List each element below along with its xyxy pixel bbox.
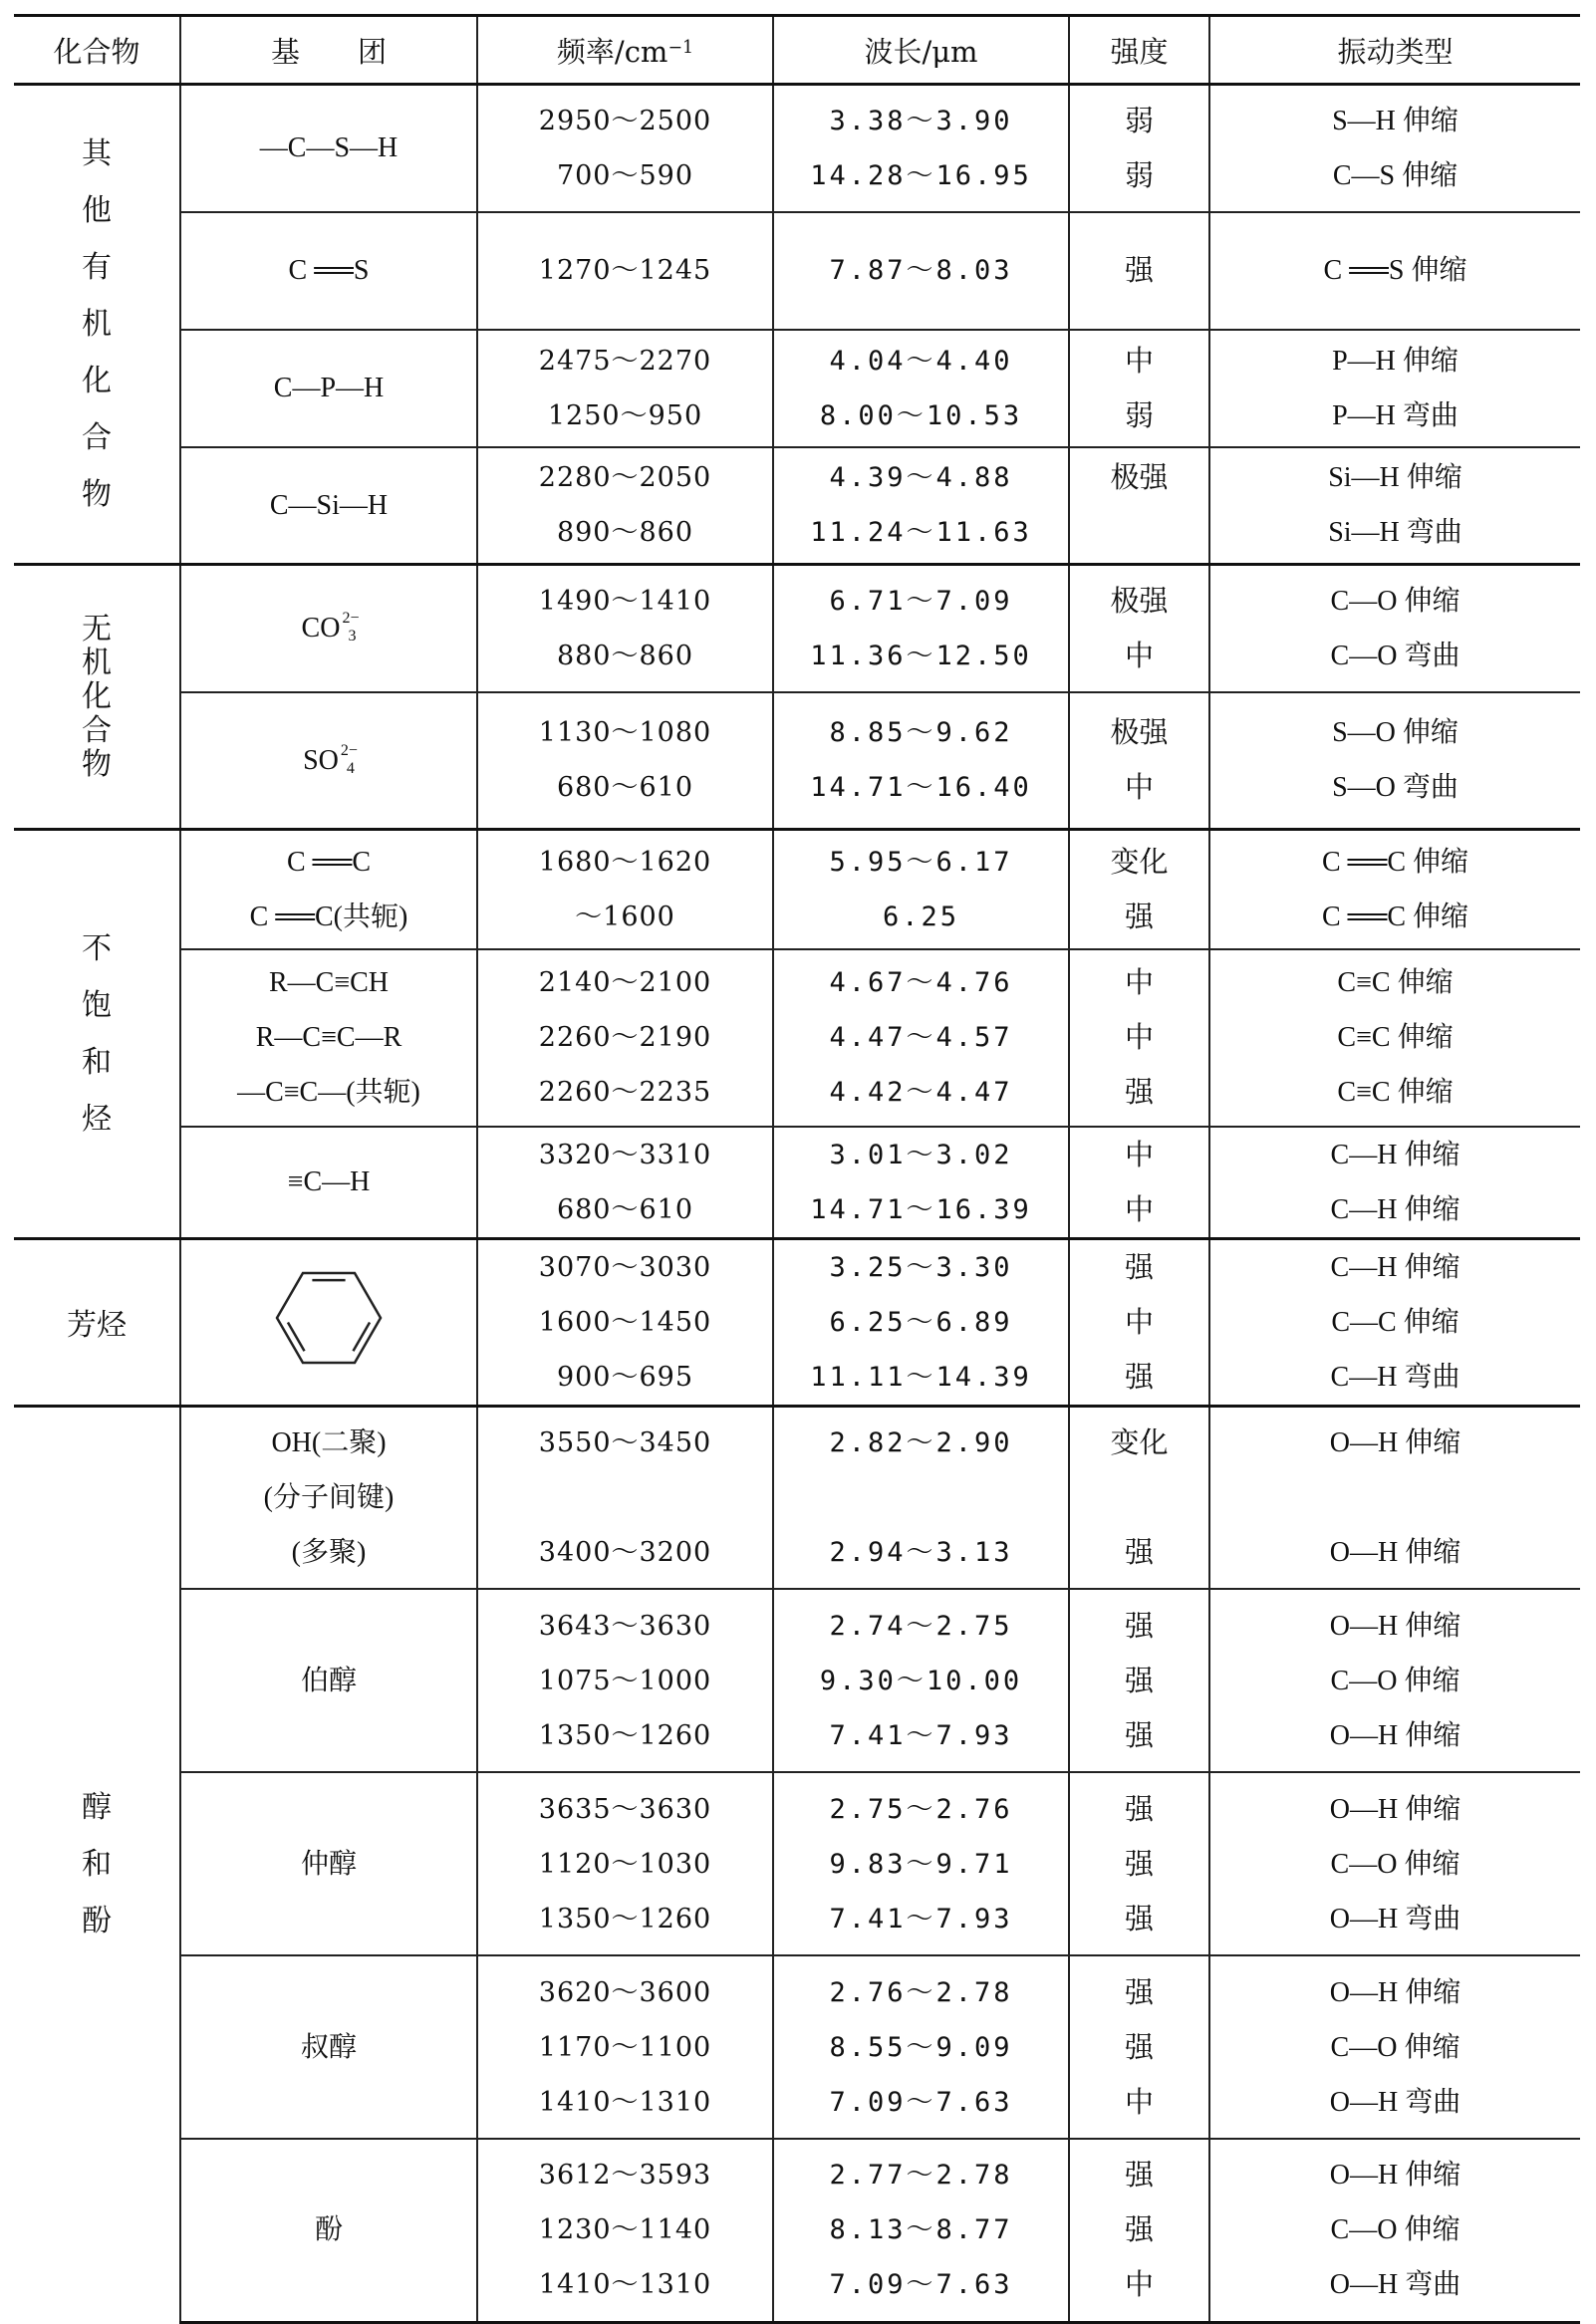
vibration-value: C≡C 伸缩 bbox=[1337, 1077, 1454, 1108]
vibration-value: C≡C 伸缩 bbox=[1337, 967, 1454, 998]
vibration-value: C—H 伸缩 bbox=[1330, 1139, 1461, 1170]
intensity-cell bbox=[1069, 85, 1209, 212]
wavelength-value: 7.09～7.63 bbox=[829, 2086, 1013, 2118]
functional-group bbox=[180, 212, 477, 330]
group-line: R—C≡C—R bbox=[255, 1022, 402, 1053]
vibration-cell bbox=[1209, 692, 1580, 830]
ion-charge: 2− bbox=[340, 741, 358, 759]
category-label: 不饱和烃 bbox=[82, 930, 112, 1137]
wavelength-value: 2.75～2.76 bbox=[829, 1793, 1013, 1825]
intensity-value: 中 bbox=[1124, 965, 1154, 999]
frequency-value: 890～860 bbox=[556, 517, 694, 549]
intensity-cell bbox=[1069, 212, 1209, 330]
frequency-value: 2140～2100 bbox=[538, 967, 712, 998]
intensity-value: 强 bbox=[1124, 1974, 1154, 2009]
header-intensity: 强度 bbox=[1069, 16, 1209, 85]
functional-group bbox=[180, 1589, 477, 1772]
intensity-cell bbox=[1069, 565, 1209, 692]
vibration-value: C—S 伸缩 bbox=[1332, 159, 1459, 191]
category-alcohol-phenol bbox=[14, 1406, 180, 2322]
intensity-value: 中 bbox=[1124, 1304, 1154, 1339]
frequency-value: 900～695 bbox=[556, 1361, 694, 1393]
wavelength-value: 2.76～2.78 bbox=[829, 1976, 1013, 2008]
wavelength-value: 8.85～9.62 bbox=[829, 717, 1013, 749]
wavelength-value: 4.04～4.40 bbox=[829, 345, 1013, 377]
vibration-value: C—O 伸缩 bbox=[1330, 585, 1461, 617]
wavelength-value: 9.30～10.00 bbox=[819, 1665, 1023, 1696]
frequency-value: 2260～2235 bbox=[538, 1077, 712, 1108]
frequency-value: 1120～1030 bbox=[538, 1848, 712, 1880]
intensity-cell bbox=[1069, 1589, 1209, 1772]
intensity-value bbox=[1070, 505, 1208, 560]
category-unsaturated-hydrocarbon bbox=[14, 830, 180, 1239]
table-row bbox=[14, 1238, 1580, 1406]
wavelength-cell bbox=[773, 330, 1069, 447]
wavelength-cell bbox=[773, 692, 1069, 830]
group-line: C ══C(共轭) bbox=[249, 901, 408, 932]
frequency-value: 700～590 bbox=[556, 159, 694, 191]
functional-group bbox=[180, 1406, 477, 1589]
category-label: 无机化合物 bbox=[82, 611, 112, 782]
vibration-value: O—H 伸缩 bbox=[1329, 1976, 1462, 2008]
wavelength-value: 11.36～12.50 bbox=[810, 640, 1032, 671]
wavelength-value: 2.77～2.78 bbox=[829, 2160, 1013, 2192]
vibration-cell bbox=[1209, 447, 1580, 565]
wavelength-cell bbox=[773, 1772, 1069, 1955]
wavelength-value: 3.01～3.02 bbox=[829, 1139, 1013, 1170]
intensity-value: 强 bbox=[1124, 1663, 1154, 1697]
table-row bbox=[14, 949, 1580, 1127]
vibration-cell bbox=[1209, 85, 1580, 212]
group-line: —C≡C—(共轭) bbox=[237, 1077, 420, 1108]
vibration-value: C ══C 伸缩 bbox=[1321, 846, 1469, 878]
table-row bbox=[14, 692, 1580, 830]
vibration-value: O—H 伸缩 bbox=[1329, 1536, 1462, 1568]
intensity-value: 强 bbox=[1124, 1846, 1154, 1881]
table-row bbox=[14, 85, 1580, 212]
vibration-cell bbox=[1209, 2139, 1580, 2322]
vibration-value: S—H 伸缩 bbox=[1332, 105, 1459, 136]
frequency-value: ～1600 bbox=[575, 901, 675, 932]
header-wavelength: 波长/μm bbox=[773, 16, 1069, 85]
group-line: OH(二聚) bbox=[271, 1426, 387, 1458]
wavelength-value: 9.83～9.71 bbox=[829, 1848, 1013, 1880]
intensity-value: 中 bbox=[1124, 770, 1154, 805]
frequency-value: 1350～1260 bbox=[538, 1903, 712, 1935]
wavelength-value: 3.25～3.30 bbox=[829, 1251, 1013, 1283]
ion-charge: 2− bbox=[342, 610, 360, 628]
intensity-value: 极强 bbox=[1110, 715, 1169, 750]
wavelength-value: 2.74～2.75 bbox=[829, 1610, 1013, 1642]
intensity-cell bbox=[1069, 1772, 1209, 1955]
category-aromatic bbox=[14, 1238, 180, 1406]
header-frequency bbox=[477, 16, 773, 85]
table-row bbox=[14, 1127, 1580, 1239]
vibration-cell bbox=[1209, 1772, 1580, 1955]
wavelength-cell bbox=[773, 85, 1069, 212]
intensity-value: 强 bbox=[1124, 1075, 1154, 1109]
intensity-cell bbox=[1069, 1955, 1209, 2139]
group-line: C ══C bbox=[286, 846, 372, 878]
intensity-value: 强 bbox=[1124, 2158, 1154, 2193]
ion-subscript: 3 bbox=[348, 628, 357, 646]
intensity-value: 强 bbox=[1124, 2212, 1154, 2247]
vibration-value: C—O 弯曲 bbox=[1330, 640, 1461, 671]
group-line: R—C≡CH bbox=[268, 967, 390, 998]
wavelength-value: 7.41～7.93 bbox=[829, 1903, 1013, 1935]
wavelength-cell bbox=[773, 212, 1069, 330]
wavelength-value: 7.87～8.03 bbox=[829, 255, 1013, 286]
intensity-value: 弱 bbox=[1124, 103, 1154, 137]
frequency-value: 1170～1100 bbox=[538, 2031, 712, 2063]
vibration-value: C—O 伸缩 bbox=[1330, 2214, 1461, 2246]
group-line: C ══S bbox=[288, 255, 370, 286]
intensity-value: 强 bbox=[1124, 1534, 1154, 1569]
functional-group bbox=[180, 1238, 477, 1406]
intensity-value: 中 bbox=[1124, 1191, 1154, 1226]
intensity-value bbox=[1070, 1470, 1208, 1525]
intensity-value: 极强 bbox=[1110, 460, 1169, 495]
frequency-value: 1250～950 bbox=[547, 399, 703, 431]
frequency-value: 1600～1450 bbox=[538, 1306, 712, 1338]
header-row bbox=[14, 16, 1580, 85]
functional-group bbox=[180, 85, 477, 212]
intensity-value: 中 bbox=[1124, 1020, 1154, 1054]
vibration-value: C—H 伸缩 bbox=[1330, 1193, 1461, 1225]
frequency-cell bbox=[477, 212, 773, 330]
vibration-value: O—H 伸缩 bbox=[1329, 1610, 1462, 1642]
frequency-cell bbox=[477, 330, 773, 447]
table-row bbox=[14, 830, 1580, 949]
frequency-value: 1270～1245 bbox=[538, 255, 712, 286]
wavelength-value: 2.94～3.13 bbox=[829, 1536, 1013, 1568]
vibration-cell bbox=[1209, 1238, 1580, 1406]
intensity-value: 中 bbox=[1124, 638, 1154, 672]
vibration-cell bbox=[1209, 949, 1580, 1127]
frequency-value: 1410～1310 bbox=[538, 2086, 712, 2118]
intensity-value: 强 bbox=[1124, 1249, 1154, 1284]
intensity-cell bbox=[1069, 949, 1209, 1127]
frequency-cell bbox=[477, 2139, 773, 2322]
vibration-value: O—H 伸缩 bbox=[1329, 1719, 1462, 1751]
table-row bbox=[14, 330, 1580, 447]
frequency-cell bbox=[477, 85, 773, 212]
group-line: C—Si—H bbox=[269, 489, 389, 521]
wavelength-value: 3.38～3.90 bbox=[829, 105, 1013, 136]
frequency-value: 3070～3030 bbox=[538, 1251, 712, 1283]
wavelength-cell bbox=[773, 1406, 1069, 1589]
vibration-value: O—H 弯曲 bbox=[1329, 2086, 1462, 2118]
wavelength-cell bbox=[773, 565, 1069, 692]
vibration-value: C≡C 伸缩 bbox=[1337, 1022, 1454, 1053]
frequency-value: 2475～2270 bbox=[538, 345, 712, 377]
frequency-value: 680～610 bbox=[556, 772, 694, 804]
frequency-value: 1075～1000 bbox=[538, 1665, 712, 1696]
table-row bbox=[14, 447, 1580, 565]
vibration-cell bbox=[1209, 212, 1580, 330]
intensity-value: 强 bbox=[1124, 1791, 1154, 1826]
group-line: 酚 bbox=[314, 2214, 343, 2246]
wavelength-cell bbox=[773, 1127, 1069, 1239]
frequency-value: 880～860 bbox=[556, 640, 694, 671]
vibration-value: O—H 伸缩 bbox=[1329, 2160, 1462, 2192]
vibration-cell bbox=[1209, 1127, 1580, 1239]
category-label: 芳烃 bbox=[67, 1308, 127, 1343]
ion-formula bbox=[181, 601, 476, 655]
functional-group bbox=[180, 1772, 477, 1955]
intensity-value: 强 bbox=[1124, 253, 1154, 287]
category-label: 醇和酚 bbox=[82, 1790, 112, 1939]
wavelength-value: 8.13～8.77 bbox=[829, 2214, 1013, 2246]
functional-group bbox=[180, 692, 477, 830]
vibration-value: O—H 弯曲 bbox=[1329, 2269, 1462, 2301]
table-row bbox=[14, 1589, 1580, 1772]
intensity-cell bbox=[1069, 1238, 1209, 1406]
intensity-value: 强 bbox=[1124, 1901, 1154, 1936]
wavelength-value: 4.67～4.76 bbox=[829, 967, 1013, 998]
frequency-value: 680～610 bbox=[556, 1193, 694, 1225]
frequency-value: 3635～3630 bbox=[538, 1793, 712, 1825]
wavelength-cell bbox=[773, 2139, 1069, 2322]
wavelength-value: 14.28～16.95 bbox=[810, 159, 1032, 191]
wavelength-value: 6.25 bbox=[882, 901, 960, 932]
vibration-value: Si—H 弯曲 bbox=[1328, 517, 1463, 549]
intensity-cell bbox=[1069, 692, 1209, 830]
intensity-value: 强 bbox=[1124, 1608, 1154, 1643]
table-row bbox=[14, 1955, 1580, 2139]
ion-formula-base: CO bbox=[301, 613, 341, 645]
frequency-value: 1410～1310 bbox=[538, 2269, 712, 2301]
vibration-value: C—H 弯曲 bbox=[1330, 1361, 1461, 1393]
frequency-value: 3620～3600 bbox=[538, 1976, 712, 2008]
wavelength-value: 14.71～16.40 bbox=[810, 772, 1032, 804]
wavelength-value: 11.11～14.39 bbox=[810, 1361, 1032, 1393]
ion-subscript: 4 bbox=[346, 759, 355, 777]
functional-group bbox=[180, 2139, 477, 2322]
frequency-value: 1130～1080 bbox=[538, 717, 712, 749]
header-vibration: 振动类型 bbox=[1209, 16, 1580, 85]
wavelength-cell bbox=[773, 1238, 1069, 1406]
group-line: (分子间键) bbox=[263, 1481, 395, 1513]
benzene-ring-icon bbox=[269, 1263, 389, 1373]
group-line: (多聚) bbox=[291, 1536, 367, 1568]
header-group: 基 团 bbox=[180, 16, 477, 85]
wavelength-value: 2.82～2.90 bbox=[829, 1426, 1013, 1458]
vibration-value: P—H 弯曲 bbox=[1332, 399, 1459, 431]
intensity-value: 极强 bbox=[1110, 583, 1169, 618]
frequency-cell bbox=[477, 565, 773, 692]
frequency-cell bbox=[477, 1589, 773, 1772]
vibration-value: P—H 伸缩 bbox=[1332, 345, 1459, 377]
intensity-value: 强 bbox=[1124, 2029, 1154, 2064]
vibration-value: C—O 伸缩 bbox=[1330, 1665, 1461, 1696]
frequency-value: 3643～3630 bbox=[538, 1610, 712, 1642]
table-row bbox=[14, 1406, 1580, 1589]
vibration-value: C—H 伸缩 bbox=[1330, 1251, 1461, 1283]
frequency-value: 1230～1140 bbox=[538, 2214, 712, 2246]
header-frequency-exponent: −1 bbox=[667, 37, 694, 58]
table-row bbox=[14, 212, 1580, 330]
vibration-value: O—H 伸缩 bbox=[1329, 1426, 1462, 1458]
frequency-cell bbox=[477, 949, 773, 1127]
vibration-value: O—H 伸缩 bbox=[1329, 1793, 1462, 1825]
vibration-cell bbox=[1209, 830, 1580, 949]
intensity-value: 变化 bbox=[1110, 844, 1169, 879]
intensity-value: 强 bbox=[1124, 899, 1154, 933]
intensity-cell bbox=[1069, 1127, 1209, 1239]
functional-group bbox=[180, 447, 477, 565]
functional-group bbox=[180, 330, 477, 447]
intensity-cell bbox=[1069, 2139, 1209, 2322]
wavelength-value: 6.25～6.89 bbox=[829, 1306, 1013, 1338]
frequency-value: 1350～1260 bbox=[538, 1719, 712, 1751]
intensity-value: 强 bbox=[1124, 1359, 1154, 1394]
frequency-value: 2950～2500 bbox=[538, 105, 712, 136]
vibration-value: C—C 伸缩 bbox=[1331, 1306, 1460, 1338]
wavelength-value: 14.71～16.39 bbox=[810, 1193, 1032, 1225]
functional-group bbox=[180, 830, 477, 949]
frequency-cell bbox=[477, 692, 773, 830]
vibration-cell bbox=[1209, 565, 1580, 692]
wavelength-value: 8.00～10.53 bbox=[819, 399, 1023, 431]
frequency-value: 1680～1620 bbox=[538, 846, 712, 878]
functional-group bbox=[180, 949, 477, 1127]
wavelength-value: 4.47～4.57 bbox=[829, 1022, 1013, 1053]
wavelength-value: 8.55～9.09 bbox=[829, 2031, 1013, 2063]
wavelength-cell bbox=[773, 830, 1069, 949]
table-row bbox=[14, 565, 1580, 692]
vibration-cell bbox=[1209, 330, 1580, 447]
vibration-value bbox=[1210, 1470, 1580, 1525]
intensity-value: 弱 bbox=[1124, 157, 1154, 192]
vibration-value: O—H 弯曲 bbox=[1329, 1903, 1462, 1935]
ir-absorption-table bbox=[14, 14, 1580, 2324]
frequency-value: 2280～2050 bbox=[538, 462, 712, 494]
functional-group bbox=[180, 565, 477, 692]
intensity-cell bbox=[1069, 330, 1209, 447]
frequency-cell bbox=[477, 447, 773, 565]
table-body bbox=[14, 85, 1580, 2323]
vibration-cell bbox=[1209, 1955, 1580, 2139]
frequency-cell bbox=[477, 1127, 773, 1239]
wavelength-cell bbox=[773, 1955, 1069, 2139]
intensity-cell bbox=[1069, 1406, 1209, 1589]
intensity-value: 弱 bbox=[1124, 397, 1154, 432]
frequency-cell bbox=[477, 1406, 773, 1589]
group-line: ≡C—H bbox=[287, 1166, 371, 1197]
wavelength-cell bbox=[773, 949, 1069, 1127]
wavelength-value: 5.95～6.17 bbox=[829, 846, 1013, 878]
group-line: —C—S—H bbox=[259, 132, 399, 164]
frequency-value bbox=[478, 1470, 772, 1525]
frequency-cell bbox=[477, 830, 773, 949]
functional-group bbox=[180, 1127, 477, 1239]
vibration-value: S—O 伸缩 bbox=[1332, 717, 1459, 749]
frequency-value: 3400～3200 bbox=[538, 1536, 712, 1568]
intensity-value: 变化 bbox=[1110, 1424, 1169, 1459]
vibration-cell bbox=[1209, 1406, 1580, 1589]
vibration-value: C ══S 伸缩 bbox=[1323, 255, 1467, 286]
wavelength-value: 7.41～7.93 bbox=[829, 1719, 1013, 1751]
header-compound: 化合物 bbox=[14, 16, 180, 85]
wavelength-value: 7.09～7.63 bbox=[829, 2269, 1013, 2301]
intensity-cell bbox=[1069, 447, 1209, 565]
intensity-value: 中 bbox=[1124, 2084, 1154, 2119]
ion-formula bbox=[181, 733, 476, 788]
vibration-value: C—O 伸缩 bbox=[1330, 1848, 1461, 1880]
vibration-value: C—O 伸缩 bbox=[1330, 2031, 1461, 2063]
group-line: 伯醇 bbox=[300, 1665, 357, 1696]
frequency-value: 1490～1410 bbox=[538, 585, 712, 617]
wavelength-value: 4.42～4.47 bbox=[829, 1077, 1013, 1108]
category-inorganic bbox=[14, 565, 180, 830]
functional-group bbox=[180, 1955, 477, 2139]
intensity-value: 中 bbox=[1124, 1137, 1154, 1171]
vibration-cell bbox=[1209, 1589, 1580, 1772]
wavelength-value: 11.24～11.63 bbox=[810, 517, 1032, 549]
table-row bbox=[14, 2139, 1580, 2322]
wavelength-cell bbox=[773, 447, 1069, 565]
wavelength-cell bbox=[773, 1589, 1069, 1772]
wavelength-value: 6.71～7.09 bbox=[829, 585, 1013, 617]
group-line: 仲醇 bbox=[300, 1848, 357, 1880]
intensity-value: 中 bbox=[1124, 343, 1154, 378]
intensity-cell bbox=[1069, 830, 1209, 949]
group-line: 叔醇 bbox=[300, 2031, 357, 2063]
category-other-organic bbox=[14, 85, 180, 565]
ion-formula-base: SO bbox=[303, 744, 339, 776]
group-line: C—P—H bbox=[273, 373, 385, 403]
frequency-cell bbox=[477, 1238, 773, 1406]
wavelength-value: 4.39～4.88 bbox=[829, 462, 1013, 494]
vibration-value: C ══C 伸缩 bbox=[1321, 901, 1469, 932]
frequency-value: 3612～3593 bbox=[538, 2160, 712, 2192]
frequency-cell bbox=[477, 1772, 773, 1955]
table-row bbox=[14, 1772, 1580, 1955]
intensity-value: 中 bbox=[1124, 2267, 1154, 2302]
intensity-value: 强 bbox=[1124, 1717, 1154, 1752]
category-label: 其他有机化合物 bbox=[82, 136, 112, 512]
vibration-value: S—O 弯曲 bbox=[1332, 772, 1459, 804]
frequency-value: 2260～2190 bbox=[538, 1022, 712, 1053]
header-frequency-text: 频率/cm bbox=[556, 34, 668, 69]
frequency-value: 3550～3450 bbox=[538, 1426, 712, 1458]
frequency-value: 3320～3310 bbox=[538, 1139, 712, 1170]
frequency-cell bbox=[477, 1955, 773, 2139]
vibration-value: Si—H 伸缩 bbox=[1328, 462, 1463, 494]
wavelength-value bbox=[774, 1470, 1068, 1525]
